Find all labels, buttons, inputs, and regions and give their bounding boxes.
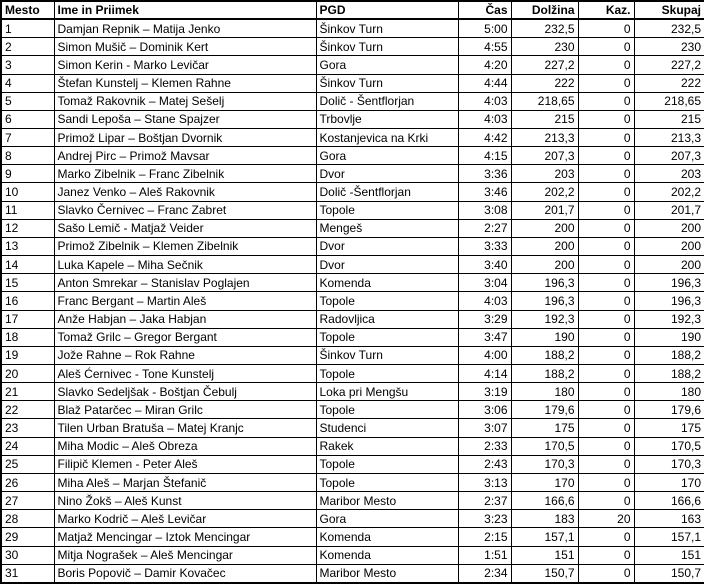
table-row <box>1 492 704 510</box>
table-row <box>1 19 704 38</box>
cell-ime: Marko Zibelnik – Franc Zibelnik <box>54 165 316 183</box>
cell-pgd: Radovljica <box>316 310 458 328</box>
cell-skupaj: 201,7 <box>634 201 704 219</box>
cell-dolzina: 157,1 <box>511 528 578 546</box>
cell-dolzina: 201,7 <box>511 201 578 219</box>
cell-cas: 4:15 <box>458 147 511 165</box>
cell-skupaj: 213,3 <box>634 128 704 146</box>
cell-ime: Tilen Urban Bratuša – Matej Kranjc <box>54 419 316 437</box>
table-row <box>1 110 704 128</box>
cell-mesto: 27 <box>1 492 54 510</box>
column-header-ime: Ime in Priimek <box>54 1 316 19</box>
column-header-kaz: Kaz. <box>578 1 634 19</box>
cell-mesto: 2 <box>1 38 54 56</box>
table-row <box>1 419 704 437</box>
table-row <box>1 564 704 583</box>
cell-kaz: 0 <box>578 128 634 146</box>
cell-dolzina: 196,3 <box>511 274 578 292</box>
table-row <box>1 292 704 310</box>
cell-pgd: Topole <box>316 401 458 419</box>
cell-skupaj: 188,2 <box>634 346 704 364</box>
cell-kaz: 0 <box>578 56 634 74</box>
column-header-skupaj: Skupaj <box>634 1 704 19</box>
cell-pgd: Kostanjevica na Krki <box>316 128 458 146</box>
cell-cas: 3:46 <box>458 183 511 201</box>
cell-cas: 3:47 <box>458 328 511 346</box>
cell-dolzina: 213,3 <box>511 128 578 146</box>
cell-cas: 3:29 <box>458 310 511 328</box>
table-row <box>1 237 704 255</box>
cell-mesto: 12 <box>1 219 54 237</box>
cell-cas: 4:00 <box>458 346 511 364</box>
cell-dolzina: 192,3 <box>511 310 578 328</box>
cell-mesto: 31 <box>1 564 54 583</box>
cell-ime: Jože Rahne – Rok Rahne <box>54 346 316 364</box>
table-row <box>1 383 704 401</box>
cell-dolzina: 222 <box>511 74 578 92</box>
cell-skupaj: 215 <box>634 110 704 128</box>
cell-skupaj: 218,65 <box>634 92 704 110</box>
cell-ime: Primož Lipar – Boštjan Dvornik <box>54 128 316 146</box>
cell-skupaj: 230 <box>634 38 704 56</box>
cell-ime: Marko Kodrič – Aleš Levičar <box>54 510 316 528</box>
cell-mesto: 1 <box>1 19 54 38</box>
cell-mesto: 8 <box>1 147 54 165</box>
cell-pgd: Komenda <box>316 274 458 292</box>
cell-cas: 4:55 <box>458 38 511 56</box>
cell-skupaj: 200 <box>634 219 704 237</box>
cell-skupaj: 200 <box>634 256 704 274</box>
cell-pgd: Šinkov Turn <box>316 74 458 92</box>
cell-ime: Luka Kapele – Miha Sečnik <box>54 256 316 274</box>
cell-skupaj: 200 <box>634 237 704 255</box>
cell-pgd: Gora <box>316 56 458 74</box>
cell-kaz: 0 <box>578 346 634 364</box>
cell-kaz: 0 <box>578 437 634 455</box>
cell-mesto: 16 <box>1 292 54 310</box>
cell-dolzina: 183 <box>511 510 578 528</box>
cell-kaz: 0 <box>578 219 634 237</box>
cell-cas: 5:00 <box>458 19 511 38</box>
cell-cas: 4:42 <box>458 128 511 146</box>
cell-pgd: Topole <box>316 292 458 310</box>
column-header-cas: Čas <box>458 1 511 19</box>
cell-pgd: Topole <box>316 365 458 383</box>
cell-pgd: Maribor Mesto <box>316 492 458 510</box>
table-row <box>1 38 704 56</box>
cell-mesto: 24 <box>1 437 54 455</box>
cell-cas: 2:43 <box>458 455 511 473</box>
cell-cas: 3:08 <box>458 201 511 219</box>
cell-pgd: Mengeš <box>316 219 458 237</box>
cell-dolzina: 151 <box>511 546 578 564</box>
cell-dolzina: 227,2 <box>511 56 578 74</box>
cell-skupaj: 196,3 <box>634 274 704 292</box>
cell-pgd: Studenci <box>316 419 458 437</box>
table-row <box>1 256 704 274</box>
cell-dolzina: 188,2 <box>511 365 578 383</box>
cell-mesto: 5 <box>1 92 54 110</box>
cell-mesto: 14 <box>1 256 54 274</box>
cell-pgd: Šinkov Turn <box>316 346 458 364</box>
cell-cas: 3:04 <box>458 274 511 292</box>
cell-ime: Sašo Lemič - Matjaž Veider <box>54 219 316 237</box>
cell-pgd: Dvor <box>316 237 458 255</box>
cell-kaz: 0 <box>578 455 634 473</box>
cell-kaz: 0 <box>578 546 634 564</box>
cell-cas: 4:20 <box>458 56 511 74</box>
cell-kaz: 0 <box>578 473 634 491</box>
cell-mesto: 7 <box>1 128 54 146</box>
cell-skupaj: 175 <box>634 419 704 437</box>
cell-pgd: Dolič - Šentflorjan <box>316 92 458 110</box>
cell-mesto: 18 <box>1 328 54 346</box>
cell-pgd: Maribor Mesto <box>316 564 458 583</box>
cell-kaz: 0 <box>578 92 634 110</box>
cell-ime: Tomaž Rakovnik – Matej Sešelj <box>54 92 316 110</box>
cell-skupaj: 190 <box>634 328 704 346</box>
cell-mesto: 3 <box>1 56 54 74</box>
cell-mesto: 4 <box>1 74 54 92</box>
cell-kaz: 0 <box>578 310 634 328</box>
cell-ime: Blaž Patarčec – Miran Grilc <box>54 401 316 419</box>
table-row <box>1 92 704 110</box>
cell-cas: 3:40 <box>458 256 511 274</box>
table-row <box>1 56 704 74</box>
cell-cas: 3:07 <box>458 419 511 437</box>
cell-skupaj: 150,7 <box>634 564 704 583</box>
cell-mesto: 21 <box>1 383 54 401</box>
cell-pgd: Šinkov Turn <box>316 19 458 38</box>
cell-skupaj: 170 <box>634 473 704 491</box>
cell-pgd: Gora <box>316 147 458 165</box>
cell-kaz: 0 <box>578 564 634 583</box>
cell-mesto: 10 <box>1 183 54 201</box>
table-row <box>1 437 704 455</box>
header-row <box>1 1 704 19</box>
cell-skupaj: 157,1 <box>634 528 704 546</box>
cell-mesto: 15 <box>1 274 54 292</box>
column-header-pgd: PGD <box>316 1 458 19</box>
cell-dolzina: 218,65 <box>511 92 578 110</box>
cell-ime: Andrej Pirc – Primož Mavsar <box>54 147 316 165</box>
table-row <box>1 401 704 419</box>
cell-skupaj: 180 <box>634 383 704 401</box>
results-table-body <box>1 19 704 583</box>
cell-kaz: 0 <box>578 492 634 510</box>
cell-dolzina: 170,5 <box>511 437 578 455</box>
table-row <box>1 183 704 201</box>
table-row <box>1 165 704 183</box>
cell-ime: Boris Popovič – Damir Kovačec <box>54 564 316 583</box>
cell-mesto: 26 <box>1 473 54 491</box>
cell-dolzina: 232,5 <box>511 19 578 38</box>
cell-kaz: 0 <box>578 365 634 383</box>
cell-ime: Nino Žokš – Aleš Kunst <box>54 492 316 510</box>
cell-kaz: 0 <box>578 201 634 219</box>
cell-kaz: 0 <box>578 110 634 128</box>
cell-ime: Simon Mušič – Dominik Kert <box>54 38 316 56</box>
cell-ime: Anže Habjan – Jaka Habjan <box>54 310 316 328</box>
cell-mesto: 28 <box>1 510 54 528</box>
cell-cas: 3:06 <box>458 401 511 419</box>
cell-kaz: 0 <box>578 328 634 346</box>
cell-dolzina: 188,2 <box>511 346 578 364</box>
cell-ime: Simon Kerin - Marko Levičar <box>54 56 316 74</box>
table-row <box>1 328 704 346</box>
cell-pgd: Topole <box>316 455 458 473</box>
cell-ime: Primož Zibelnik – Klemen Zibelnik <box>54 237 316 255</box>
cell-ime: Matjaž Mencingar – Iztok Mencingar <box>54 528 316 546</box>
cell-ime: Anton Smrekar – Stanislav Poglajen <box>54 274 316 292</box>
cell-skupaj: 203 <box>634 165 704 183</box>
cell-dolzina: 207,3 <box>511 147 578 165</box>
cell-ime: Miha Aleš – Marjan Štefanič <box>54 473 316 491</box>
cell-kaz: 0 <box>578 383 634 401</box>
table-row <box>1 346 704 364</box>
cell-dolzina: 202,2 <box>511 183 578 201</box>
cell-cas: 2:27 <box>458 219 511 237</box>
cell-skupaj: 170,3 <box>634 455 704 473</box>
table-row <box>1 528 704 546</box>
cell-dolzina: 196,3 <box>511 292 578 310</box>
cell-pgd: Dvor <box>316 256 458 274</box>
cell-ime: Miha Modic – Aleš Obreza <box>54 437 316 455</box>
cell-kaz: 0 <box>578 38 634 56</box>
cell-skupaj: 196,3 <box>634 292 704 310</box>
cell-dolzina: 215 <box>511 110 578 128</box>
cell-pgd: Topole <box>316 473 458 491</box>
cell-cas: 4:03 <box>458 92 511 110</box>
cell-dolzina: 179,6 <box>511 401 578 419</box>
cell-ime: Janez Venko – Aleš Rakovnik <box>54 183 316 201</box>
cell-cas: 4:44 <box>458 74 511 92</box>
cell-pgd: Šinkov Turn <box>316 38 458 56</box>
cell-ime: Mitja Nograšek – Aleš Mencingar <box>54 546 316 564</box>
cell-dolzina: 203 <box>511 165 578 183</box>
cell-skupaj: 188,2 <box>634 365 704 383</box>
cell-cas: 2:34 <box>458 564 511 583</box>
cell-dolzina: 170,3 <box>511 455 578 473</box>
table-row <box>1 473 704 491</box>
cell-dolzina: 200 <box>511 219 578 237</box>
cell-mesto: 30 <box>1 546 54 564</box>
column-header-dolzina: Dolžina <box>511 1 578 19</box>
cell-kaz: 0 <box>578 292 634 310</box>
table-row <box>1 274 704 292</box>
cell-skupaj: 170,5 <box>634 437 704 455</box>
cell-skupaj: 151 <box>634 546 704 564</box>
cell-skupaj: 202,2 <box>634 183 704 201</box>
cell-kaz: 0 <box>578 256 634 274</box>
cell-mesto: 19 <box>1 346 54 364</box>
cell-skupaj: 163 <box>634 510 704 528</box>
cell-mesto: 6 <box>1 110 54 128</box>
cell-mesto: 29 <box>1 528 54 546</box>
cell-cas: 2:37 <box>458 492 511 510</box>
cell-ime: Tomaž Grilc – Gregor Bergant <box>54 328 316 346</box>
cell-cas: 3:36 <box>458 165 511 183</box>
cell-kaz: 0 <box>578 274 634 292</box>
cell-pgd: Dvor <box>316 165 458 183</box>
cell-ime: Aleš Ćernivec - Tone Kunstelj <box>54 365 316 383</box>
table-row <box>1 455 704 473</box>
cell-skupaj: 192,3 <box>634 310 704 328</box>
cell-mesto: 13 <box>1 237 54 255</box>
cell-pgd: Trbovlje <box>316 110 458 128</box>
cell-dolzina: 200 <box>511 256 578 274</box>
cell-skupaj: 227,2 <box>634 56 704 74</box>
cell-mesto: 11 <box>1 201 54 219</box>
cell-kaz: 0 <box>578 401 634 419</box>
table-row <box>1 365 704 383</box>
cell-skupaj: 166,6 <box>634 492 704 510</box>
cell-mesto: 17 <box>1 310 54 328</box>
table-row <box>1 201 704 219</box>
table-row <box>1 510 704 528</box>
cell-pgd: Komenda <box>316 528 458 546</box>
cell-ime: Slavko Černivec – Franc Zabret <box>54 201 316 219</box>
cell-pgd: Rakek <box>316 437 458 455</box>
cell-ime: Štefan Kunstelj – Klemen Rahne <box>54 74 316 92</box>
cell-cas: 2:15 <box>458 528 511 546</box>
cell-cas: 3:23 <box>458 510 511 528</box>
cell-dolzina: 166,6 <box>511 492 578 510</box>
cell-mesto: 25 <box>1 455 54 473</box>
cell-pgd: Topole <box>316 201 458 219</box>
cell-pgd: Dolič -Šentflorjan <box>316 183 458 201</box>
table-row <box>1 219 704 237</box>
cell-kaz: 0 <box>578 237 634 255</box>
cell-pgd: Loka pri Mengšu <box>316 383 458 401</box>
cell-mesto: 23 <box>1 419 54 437</box>
cell-kaz: 0 <box>578 528 634 546</box>
table-row <box>1 310 704 328</box>
table-row <box>1 546 704 564</box>
cell-kaz: 0 <box>578 419 634 437</box>
cell-mesto: 20 <box>1 365 54 383</box>
table-row <box>1 128 704 146</box>
cell-dolzina: 190 <box>511 328 578 346</box>
cell-mesto: 9 <box>1 165 54 183</box>
cell-ime: Damjan Repnik – Matija Jenko <box>54 19 316 38</box>
cell-ime: Slavko Sedeljšak - Boštjan Čebulj <box>54 383 316 401</box>
cell-skupaj: 222 <box>634 74 704 92</box>
cell-cas: 4:03 <box>458 110 511 128</box>
cell-skupaj: 179,6 <box>634 401 704 419</box>
cell-skupaj: 207,3 <box>634 147 704 165</box>
column-header-mesto: Mesto <box>1 1 54 19</box>
cell-cas: 3:13 <box>458 473 511 491</box>
cell-kaz: 20 <box>578 510 634 528</box>
cell-kaz: 0 <box>578 165 634 183</box>
cell-dolzina: 200 <box>511 237 578 255</box>
cell-cas: 4:03 <box>458 292 511 310</box>
cell-dolzina: 170 <box>511 473 578 491</box>
cell-skupaj: 232,5 <box>634 19 704 38</box>
cell-kaz: 0 <box>578 19 634 38</box>
cell-cas: 3:33 <box>458 237 511 255</box>
cell-kaz: 0 <box>578 147 634 165</box>
cell-mesto: 22 <box>1 401 54 419</box>
cell-dolzina: 180 <box>511 383 578 401</box>
cell-kaz: 0 <box>578 183 634 201</box>
cell-ime: Filipič Klemen - Peter Aleš <box>54 455 316 473</box>
table-row <box>1 147 704 165</box>
cell-pgd: Topole <box>316 328 458 346</box>
cell-cas: 2:33 <box>458 437 511 455</box>
table-row <box>1 74 704 92</box>
cell-kaz: 0 <box>578 74 634 92</box>
cell-dolzina: 230 <box>511 38 578 56</box>
cell-dolzina: 175 <box>511 419 578 437</box>
cell-pgd: Komenda <box>316 546 458 564</box>
cell-cas: 1:51 <box>458 546 511 564</box>
cell-dolzina: 150,7 <box>511 564 578 583</box>
cell-cas: 3:19 <box>458 383 511 401</box>
cell-cas: 4:14 <box>458 365 511 383</box>
cell-pgd: Gora <box>316 510 458 528</box>
cell-ime: Sandi Lepoša – Stane Spajzer <box>54 110 316 128</box>
cell-ime: Franc Bergant – Martin Aleš <box>54 292 316 310</box>
